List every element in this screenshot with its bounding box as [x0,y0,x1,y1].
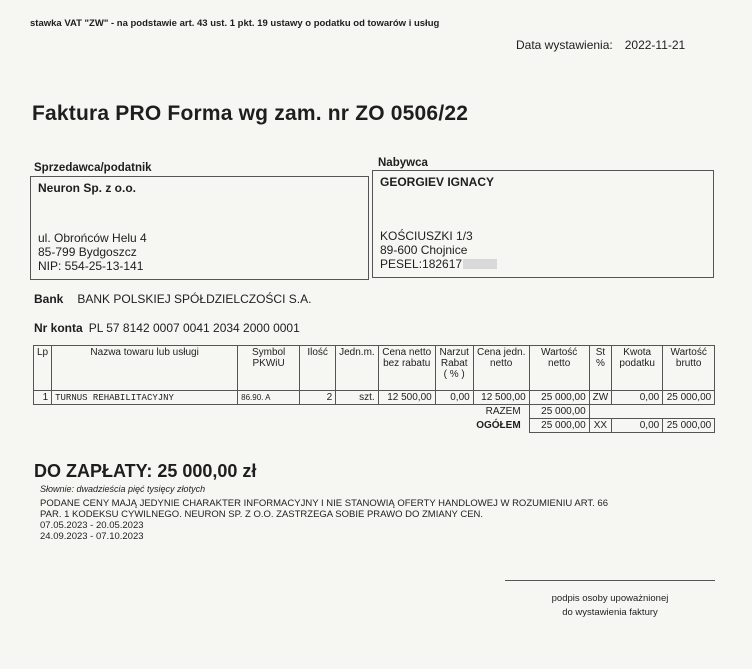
table-row [34,391,715,405]
cell-unit: szt. [336,391,379,405]
seller-street: ul. Obrońców Helu 4 [38,231,147,245]
notes-line: PAR. 1 KODEKSU CYWILNEGO. NEURON SP. Z O.O. ZASTRZEGA SOBIE PRAWO DO ZMIANY CEN. [40,509,484,520]
cell-symbol: 86.90. A [238,391,300,405]
col-tax: Kwota podatku [612,346,663,391]
ogolem-row [34,419,715,433]
cell-tax: 0,00 [612,391,663,405]
buyer-box [372,170,714,278]
bank-label: Bank [34,292,64,306]
buyer-street: KOŚCIUSZKI 1/3 [380,229,473,243]
account-number: PL 57 8142 0007 0041 2034 2000 0001 [88,321,300,335]
seller-address [38,231,147,273]
cell-unit-net: 12 500,00 [473,391,529,405]
signature-caption-line: podpis osoby upoważnionej [551,593,669,604]
razem-row [34,405,715,419]
cell-gross: 25 000,00 [663,391,715,405]
invoice-title: Faktura PRO Forma wg zam. nr ZO 0506/22 [32,102,469,125]
ogolem-tax: 0,00 [612,419,663,433]
ogolem-label: OGÓŁEM [476,420,521,431]
col-unit-net: Cena jedn. netto [473,346,529,391]
notes-date-range: 07.05.2023 - 20.05.2023 [40,520,144,531]
buyer-name: GEORGIEV IGNACY [380,175,495,189]
bank-row [34,292,311,306]
issue-date [516,38,685,52]
bank-name: BANK POLSKIEJ SPÓŁDZIELCZOŚCI S.A. [77,292,312,306]
signature-line [505,580,715,581]
issue-date-value: 2022-11-21 [624,38,686,52]
notes [40,498,730,542]
col-discount: Narzut Rabat ( % ) [435,346,473,391]
col-lp: Lp [34,346,52,391]
col-symbol: Symbol PKWiU [238,346,300,391]
notes-date-range: 24.09.2023 - 07.10.2023 [40,531,144,542]
col-net-value: Wartość netto [529,346,589,391]
razem-label: RAZEM [485,406,521,418]
ogolem-net-value: 25 000,00 [529,419,589,433]
col-net-price: Cena netto bez rabatu [378,346,435,391]
col-gross: Wartość brutto [663,346,715,391]
buyer-address [380,229,497,271]
cell-lp: 1 [34,391,52,405]
buyer-pesel-line [380,257,497,271]
account-label: Nr konta [34,321,83,335]
seller-heading: Sprzedawca/podatnik [34,162,152,174]
items-table [33,345,715,433]
buyer-city: 89-600 Chojnice [380,243,468,257]
table-header-row [34,346,715,391]
cell-net-price: 12 500,00 [378,391,435,405]
cell-net-value: 25 000,00 [529,391,589,405]
cell-name: TURNUS REHABILITACYJNY [52,391,238,405]
col-name: Nazwa towaru lub usługi [52,346,238,391]
col-unit: Jedn.m. [336,346,379,391]
buyer-heading: Nabywca [378,157,428,169]
seller-name: Neuron Sp. z o.o. [38,181,136,195]
razem-net-value: 25 000,00 [529,405,589,419]
signature-caption-line: do wystawienia faktury [562,607,658,618]
ogolem-gross: 25 000,00 [663,419,715,433]
amount-in-words: Słownie: dwadzieścia pięć tysięcy złotych [40,484,206,494]
signature-caption [505,592,715,620]
col-rate: St % [589,346,612,391]
buyer-pesel: PESEL:182617 [380,257,463,271]
amount-due: DO ZAPŁATY: 25 000,00 zł [34,461,257,481]
ogolem-rate: XX [589,419,612,433]
redaction-mark [463,259,497,269]
seller-box [30,176,369,280]
seller-nip: NIP: 554-25-13-141 [38,259,144,273]
issue-date-label: Data wystawienia: [516,38,613,52]
cell-qty: 2 [300,391,336,405]
account-row [34,321,300,335]
cell-discount: 0,00 [435,391,473,405]
notes-line: PODANE CENY MAJĄ JEDYNIE CHARAKTER INFORMACYJNY I NIE STANOWIĄ OFERTY HANDLOWEJ W ROZUMIENIU ART. 66 [40,498,608,509]
seller-city: 85-799 Bydgoszcz [38,245,137,259]
vat-note: stawka VAT "ZW" - na podstawie art. 43 ust. 1 pkt. 19 ustawy o podatku od towarów i usług [30,18,440,29]
cell-rate: ZW [589,391,612,405]
col-qty: Ilość [300,346,336,391]
